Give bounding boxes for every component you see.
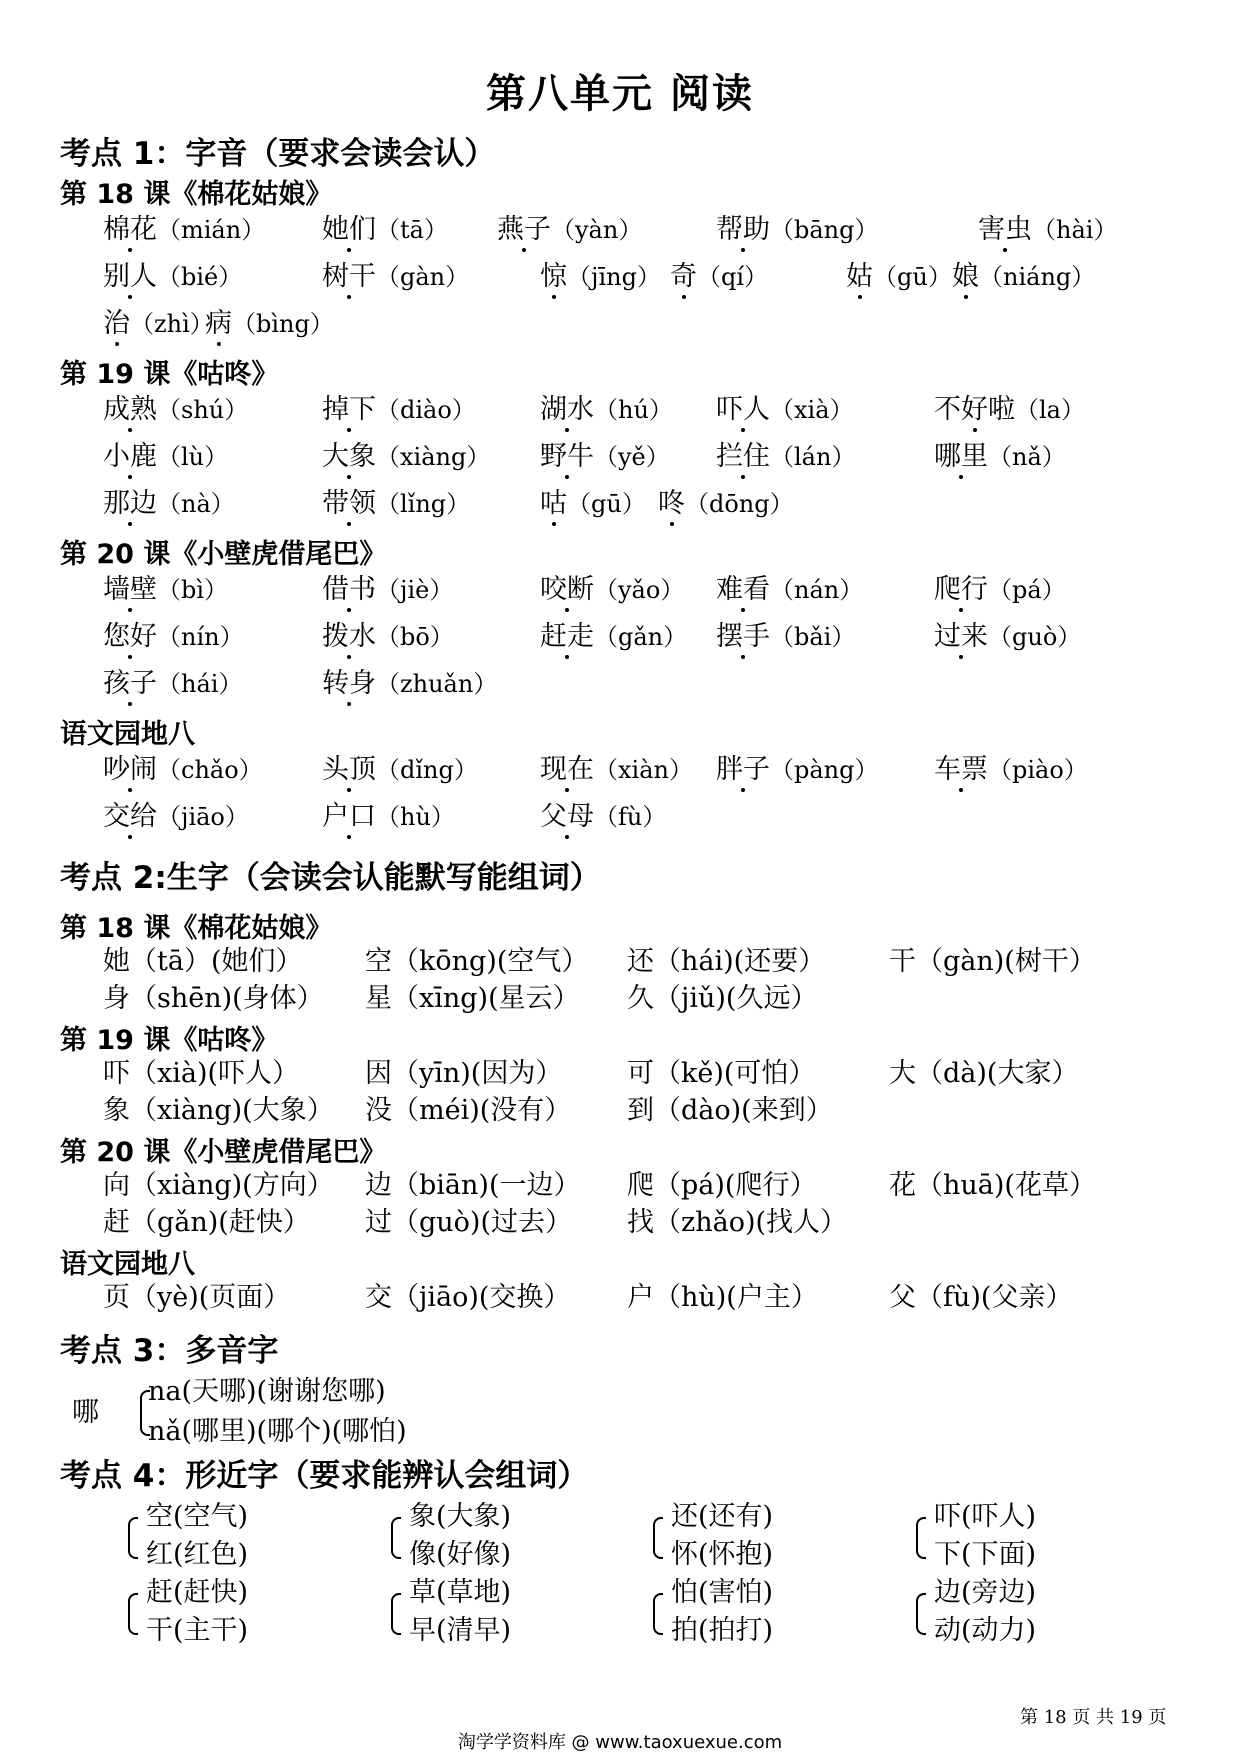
word-entry [934,392,1085,428]
brace [916,1593,926,1635]
word-characters: 娘 [952,261,979,292]
character-entry: 星（xīng)(星云） [365,983,580,1014]
similar-character: 干(主干) [146,1615,249,1646]
brace [653,1593,663,1635]
pinyin: （yàn） [551,216,643,244]
pinyin: （zhì） [130,310,214,338]
pinyin: （dǐng） [376,756,478,784]
character-entry: 花（huā)(花草） [889,1170,1096,1201]
pinyin: （zhuǎn） [376,670,498,698]
section-heading-4: 考点 4：形近字（要求能辨认会组词） [60,1458,589,1494]
character-entry: 干（gàn)(树干） [889,946,1096,977]
word-entry [322,392,476,428]
word-entry [716,392,854,428]
word-entry [322,439,490,475]
pinyin: （gǎn） [594,623,688,651]
character-entry: 没（méi)(没有） [365,1095,572,1126]
word-characters: 父母 [540,801,594,832]
section-heading-1: 考点 1：字音（要求会读会认） [60,136,496,172]
word-entry [322,259,469,295]
character-entry: 空（kōng)(空气） [365,946,589,977]
lesson-title: 第 20 课《小壁虎借尾巴》 [60,539,387,570]
section-heading-2: 考点 2:生字（会读会认能默写能组词） [60,860,601,896]
word-entry [322,212,448,248]
word-characters: 咚 [658,488,685,519]
similar-character: 象(大象) [409,1501,512,1532]
word-entry [205,306,334,342]
word-characters: 拦住 [716,441,770,472]
pinyin: （pàng） [770,756,879,784]
word-characters: 她们 [322,214,376,245]
character-entry: 到（dào)(来到） [627,1095,833,1126]
word-entry [846,259,952,295]
word-characters: 奇 [670,261,697,292]
pinyin: （nǎ） [988,443,1066,471]
similar-character: 早(清早) [409,1615,512,1646]
pinyin: （gū） [873,263,952,291]
word-characters: 爬行 [934,574,988,605]
similar-character: 动(动力) [934,1615,1037,1646]
word-characters: 车票 [934,754,988,785]
lesson-title: 第 18 课《棉花姑娘》 [60,179,333,210]
pinyin: （pá） [988,576,1066,604]
word-entry [716,752,879,788]
brace [391,1517,401,1559]
word-characters: 野牛 [540,441,594,472]
pinyin: （piào） [988,756,1088,784]
pinyin: （yǎo） [594,576,685,604]
word-characters: 过来 [934,621,988,652]
word-characters: 哪里 [934,441,988,472]
word-characters: 赶走 [540,621,594,652]
pinyin: （xiàn） [594,756,693,784]
word-entry [540,392,673,428]
word-characters: 湖水 [540,394,594,425]
pinyin: （hù） [376,803,455,831]
pinyin: （lǐng） [376,490,471,518]
similar-character: 下(下面) [934,1539,1037,1570]
word-entry [978,212,1117,248]
word-entry [103,666,242,702]
word-characters: 惊 [540,261,567,292]
word-entry [716,619,855,655]
polyphonic-character: 哪 [72,1397,99,1428]
pinyin: （mián） [157,216,266,244]
word-entry [103,212,265,248]
word-entry [322,486,470,522]
brace [128,1593,138,1635]
word-entry [934,619,1081,655]
page-number: 第 18 页 共 19 页 [1020,1707,1167,1728]
character-entry: 可（kě)(可怕） [627,1058,816,1089]
word-characters: 摆手 [716,621,770,652]
word-characters: 姑 [846,261,873,292]
brace [916,1517,926,1559]
pinyin: （diào） [376,396,476,424]
pinyin: （la） [1015,396,1085,424]
word-characters: 您好 [103,621,157,652]
word-entry [322,572,453,608]
word-entry [103,392,248,428]
word-entry [103,306,214,342]
word-characters: 孩子 [103,668,157,699]
pinyin: （fù） [594,803,667,831]
word-characters: 户口 [322,801,376,832]
pinyin: （niáng） [979,263,1096,291]
character-entry: 爬（pá)(爬行） [627,1170,817,1201]
lesson-title: 语文园地八 [60,719,195,750]
pinyin: （gàn） [376,263,470,291]
word-entry [540,752,693,788]
lesson-title: 第 19 课《咕咚》 [60,1025,279,1056]
pinyin: （guò） [988,623,1082,651]
pinyin: （jīng） [567,263,661,291]
pinyin: （bǎi） [770,623,856,651]
pinyin: （bì） [157,576,229,604]
word-entry [934,439,1066,475]
similar-character: 草(草地) [409,1577,512,1608]
lesson-title: 第 20 课《小壁虎借尾巴》 [60,1137,387,1168]
word-entry [322,619,454,655]
word-characters: 头顶 [322,754,376,785]
word-entry [103,439,228,475]
character-entry: 还（hái)(还要） [627,946,826,977]
pinyin: （hái） [157,670,243,698]
character-entry: 向（xiàng)(方向） [103,1170,334,1201]
character-entry: 身（shēn)(身体） [103,983,324,1014]
pinyin: （bìng） [232,310,334,338]
word-entry [540,486,646,522]
word-characters: 吵闹 [103,754,157,785]
pinyin: （tā） [376,216,448,244]
similar-character: 吓(吓人) [934,1501,1037,1532]
word-entry [103,486,235,522]
word-characters: 那边 [103,488,157,519]
pinyin: （lù） [157,443,229,471]
pinyin: （jiāo） [157,803,249,831]
reading-entry: na(天哪)(谢谢您哪) [148,1376,386,1407]
pinyin: （hú） [594,396,673,424]
word-entry [934,572,1066,608]
section-heading-3: 考点 3：多音字 [60,1333,279,1369]
word-characters: 转身 [322,668,376,699]
word-characters: 大象 [322,441,376,472]
pinyin: （bié） [157,263,243,291]
similar-character: 怕(害怕) [671,1577,774,1608]
pinyin: （xià） [770,396,854,424]
word-characters: 害虫 [978,214,1032,245]
lesson-title: 第 18 课《棉花姑娘》 [60,913,333,944]
character-entry: 象（xiàng)(大象） [103,1095,334,1126]
pinyin: （jiè） [376,576,454,604]
character-entry: 交（jiāo)(交换） [365,1282,571,1313]
footer-site: 淘学学资料库 @ www.taoxuexue.com [457,1732,783,1753]
lesson-title: 语文园地八 [60,1249,195,1280]
word-characters: 治 [103,308,130,339]
word-entry [540,572,684,608]
word-characters: 别人 [103,261,157,292]
character-entry: 父（fù)(父亲） [889,1282,1073,1313]
character-entry: 吓（xià)(吓人） [103,1058,300,1089]
word-characters: 现在 [540,754,594,785]
word-characters: 不好啦 [934,394,1015,425]
similar-character: 红(红色) [146,1539,249,1570]
character-entry: 赶（gǎn)(赶快） [103,1207,310,1238]
character-entry: 因（yīn)(因为） [365,1058,563,1089]
character-entry: 过（guò)(过去） [365,1207,572,1238]
word-characters: 借书 [322,574,376,605]
pinyin: （yě） [594,443,670,471]
word-entry [658,486,794,522]
character-entry: 页（yè)(页面） [103,1282,291,1313]
reading-entry: nǎ(哪里)(哪个)(哪怕) [148,1416,407,1447]
character-entry: 户（hù)(户主） [627,1282,818,1313]
word-entry [103,572,228,608]
word-entry [716,212,879,248]
similar-character: 像(好像) [409,1539,512,1570]
word-characters: 棉花 [103,214,157,245]
pinyin: （dōng） [685,490,794,518]
character-entry: 边（biān)(一边） [365,1170,581,1201]
pinyin: （nán） [770,576,864,604]
word-entry [952,259,1095,295]
word-characters: 病 [205,308,232,339]
word-characters: 帮助 [716,214,770,245]
word-entry [934,752,1088,788]
word-characters: 成熟 [103,394,157,425]
pinyin: （lán） [770,443,856,471]
similar-character: 空(空气) [146,1501,249,1532]
word-entry [322,799,455,835]
word-characters: 墙壁 [103,574,157,605]
pinyin: （hài） [1032,216,1118,244]
similar-character: 还(还有) [671,1501,774,1532]
pinyin: （chǎo） [157,756,263,784]
word-entry [497,212,642,248]
word-characters: 燕子 [497,214,551,245]
pinyin: （bō） [376,623,454,651]
brace [653,1517,663,1559]
brace [391,1593,401,1635]
word-entry [103,799,249,835]
page-title: 第八单元 阅读 [486,71,754,117]
word-characters: 掉下 [322,394,376,425]
word-characters: 树干 [322,261,376,292]
character-entry: 大（dà)(大家） [889,1058,1079,1089]
pinyin: （nín） [157,623,244,651]
pinyin: （qí） [697,263,769,291]
pinyin: （bāng） [770,216,879,244]
word-characters: 拨水 [322,621,376,652]
word-characters: 咬断 [540,574,594,605]
word-characters: 吓人 [716,394,770,425]
word-characters: 交给 [103,801,157,832]
word-entry [103,619,244,655]
word-entry [540,259,661,295]
character-entry: 久（jiǔ)(久远） [627,983,818,1014]
word-characters: 咕 [540,488,567,519]
word-entry [322,752,478,788]
word-characters: 胖子 [716,754,770,785]
pinyin: （xiàng） [376,443,491,471]
word-entry [540,439,670,475]
similar-character: 边(旁边) [934,1577,1037,1608]
lesson-title: 第 19 课《咕咚》 [60,359,279,390]
character-entry: 找（zhǎo)(找人） [627,1207,848,1238]
word-entry [716,572,863,608]
similar-character: 赶(赶快) [146,1577,249,1608]
pinyin: （nà） [157,490,235,518]
word-entry [103,259,242,295]
brace [128,1517,138,1559]
character-entry: 她（tā）(她们） [103,946,303,977]
pinyin: （shú） [157,396,249,424]
pinyin: （gū） [567,490,646,518]
similar-character: 怀(怀抱) [671,1539,774,1570]
word-characters: 难看 [716,574,770,605]
similar-character: 拍(拍打) [671,1615,774,1646]
word-entry [540,619,687,655]
word-entry [716,439,855,475]
word-entry [670,259,768,295]
word-entry [540,799,666,835]
word-entry [322,666,497,702]
word-entry [103,752,263,788]
word-characters: 小鹿 [103,441,157,472]
word-characters: 带领 [322,488,376,519]
